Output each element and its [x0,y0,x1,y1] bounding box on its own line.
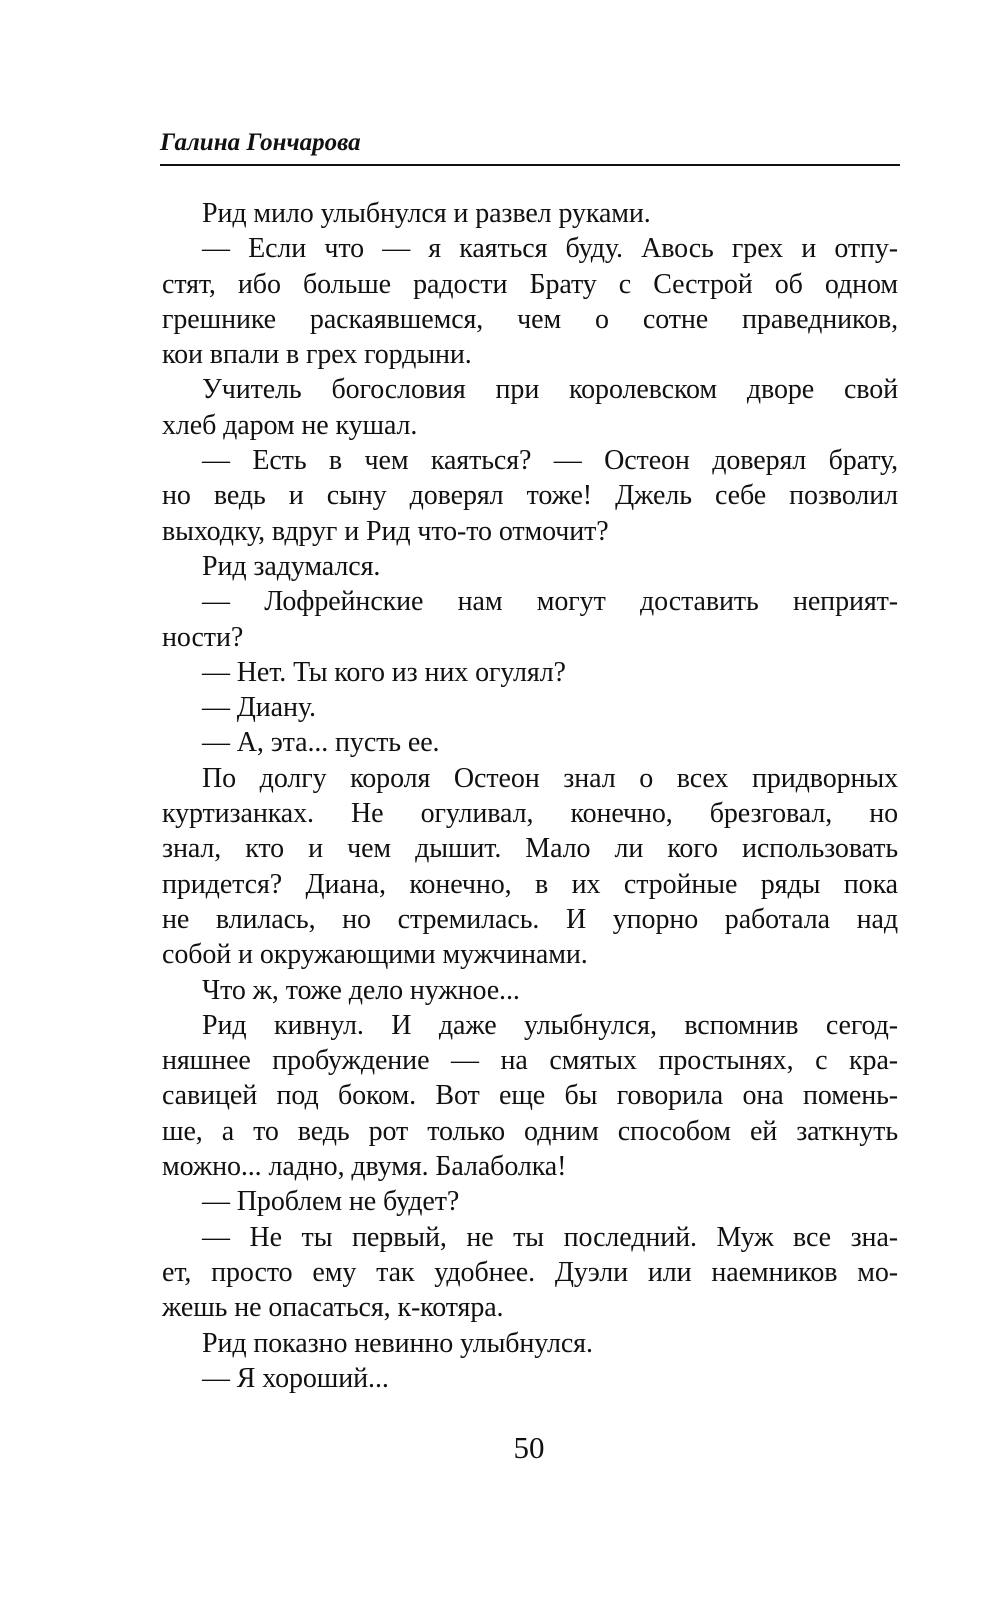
text-line: хлеб даром не кушал. [162,409,418,441]
text-line: — Я хороший... [202,1362,389,1394]
text-line: Рид мило улыбнулся и развел руками. [202,198,651,229]
text-line: савицей под боком. Вот еще бы говорила она помень- [162,1080,898,1112]
text-line: придется? Диана, конечно, в их стройные ряды пока [162,868,898,900]
text-line: — Диану. [202,692,316,724]
text-line: — А, эта... пусть ее. [202,727,440,759]
text-line: ше, а то ведь рот только одним способом ей заткнуть [162,1115,898,1147]
text-line: ности? [162,621,244,653]
text-line: По долгу короля Остеон знал о всех придворных [202,762,898,794]
text-line: знал, кто и чем дышит. Мало ли кого использовать [162,833,898,865]
text-line: собой и окружающими мужчинами. [162,939,588,971]
text-line: кои впали в грех гордыни. [162,339,472,371]
text-line: Рид показно невинно улыбнулся. [202,1327,593,1359]
header-rule [160,164,900,166]
running-head-author: Галина Гончарова [160,129,361,156]
text-line: Рид кивнул. И даже улыбнулся, вспомнив сегод- [202,1009,898,1041]
text-line: грешнике раскаявшемся, чем о сотне праведников, [162,303,898,335]
text-line: — Если что — я каяться буду. Авось грех и отпу- [202,233,898,265]
text-line: можно... ладно, двумя. Балаболка! [162,1151,567,1183]
text-line: не влилась, но стремилась. И упорно работала над [162,903,898,935]
text-line: выходку, вдруг и Рид что-то отмочит? [162,515,609,547]
text-line: — Лофрейнские нам могут доставить неприят- [202,586,898,618]
text-line: няшнее пробуждение — на смятых простынях, с кра- [162,1045,898,1077]
text-line: куртизанках. Не огуливал, конечно, брезговал, но [162,798,898,830]
page-number: 50 [513,1430,545,1465]
text-line: Учитель богословия при королевском дворе свой [202,374,898,406]
text-line: — Нет. Ты кого из них огулял? [202,656,566,688]
text-line: жешь не опасаться, к-котяра. [162,1292,504,1324]
text-line: — Есть в чем каяться? — Остеон доверял брату, [202,445,898,477]
text-line: — Проблем не будет? [202,1186,460,1218]
text-line: — Не ты первый, не ты последний. Муж все зна- [202,1221,898,1253]
text-line: но ведь и сыну доверял тоже! Джель себе позволил [162,480,898,512]
text-line: ет, просто ему так удобнее. Дуэли или наемников мо- [162,1256,898,1288]
text-line: Рид задумался. [202,550,381,582]
text-line: Что ж, тоже дело нужное... [202,974,520,1006]
text-line: стят, ибо больше радости Брату с Сестрой об одном [162,268,898,300]
body-text [162,196,898,1396]
